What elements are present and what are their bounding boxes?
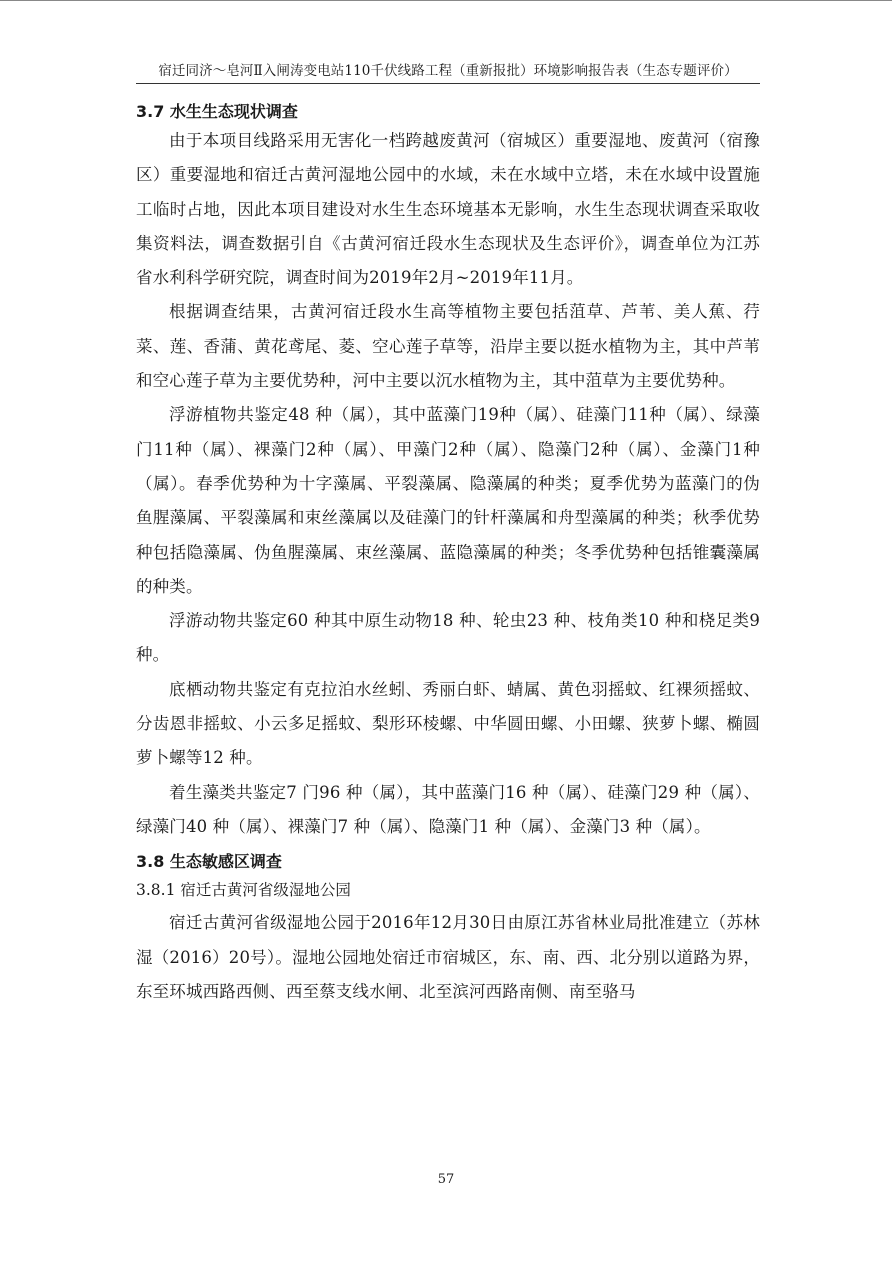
page-number: 57: [437, 1172, 455, 1187]
top-border-line: [0, 0, 892, 1]
section-heading-3-7: 3.7 水生生态现状调查: [136, 102, 298, 121]
paragraph: 由于本项目线路采用无害化一档跨越废黄河（宿城区）重要湿地、废黄河（宿豫区）重要湿地和宿迁古黄河湿地公园中的水域，未在水域中立塔，未在水域中设置施工临时占地，因此本项目建设对水生生态环境基本无影响，水生生态现状调查采取收集资料法，调查数据引自《古黄河宿迁段水生态现状及生态评价》，调查单位为江苏省水利科学研究院，调查时间为2019年2月~2019年11月。: [136, 131, 760, 288]
paragraph: 着生藻类共鉴定7 门96 种（属），其中蓝藻门16 种（属）、硅藻门29 种（属）、绿藻门40 种（属）、裸藻门7 种（属）、隐藻门1 种（属）、金藻门3 种（属）。: [136, 782, 760, 836]
running-header: 宿迁同济～皂河Ⅱ入闸涛变电站110千伏线路工程（重新报批）环境影响报告表（生态专题评价）: [158, 63, 738, 79]
paragraph: 浮游植物共鉴定48 种（属），其中蓝藻门19种（属）、硅藻门11种（属）、绿藻门11种（属）、裸藻门2种（属）、甲藻门2种（属）、隐藻门2种（属）、金藻门1种（属）。春季优势种为十字藻属、平裂藻属、隐藻属的种类；夏季优势为蓝藻门的伪鱼腥藻属、平裂藻属和束丝藻属以及硅藻门的针杆藻属和舟型藻属的种类；秋季优势种包括隐藻属、伪鱼腥藻属、束丝藻属、蓝隐藻属的种类；冬季优势种包括锥囊藻属的种类。: [136, 405, 760, 596]
main-content: [136, 100, 760, 1009]
paragraph: 底栖动物共鉴定有克拉泊水丝蚓、秀丽白虾、蜻属、黄色羽摇蚊、红裸须摇蚊、分齿恩非摇蚊、小云多足摇蚊、梨形环棱螺、中华圆田螺、小田螺、狭萝卜螺、椭圆萝卜螺等12 种。: [136, 679, 760, 768]
paragraph: 浮游动物共鉴定60 种其中原生动物18 种、轮虫23 种、枝角类10 种和桡足类9 种。: [136, 611, 760, 665]
section-heading-3-8: 3.8 生态敏感区调查: [136, 852, 282, 872]
paragraph: 宿迁古黄河省级湿地公园于2016年12月30日由原江苏省林业局批准建立（苏林湿（2016）20号）。湿地公园地处宿迁市宿城区，东、南、西、北分别以道路为界，东至环城西路西侧、西至蔡支线水闸、北至滨河西路南侧、南至骆马: [136, 913, 760, 1001]
paragraph: 根据调查结果，古黄河宿迁段水生高等植物主要包括菹草、芦苇、美人蕉、荇菜、莲、香蒲、黄花鸢尾、菱、空心莲子草等，沿岸主要以挺水植物为主，其中芦苇和空心莲子草为主要优势种，河中主要以沉水植物为主，其中菹草为主要优势种。: [136, 302, 760, 391]
subsection-heading-3-8-1: 3.8.1 宿迁古黄河省级湿地公园: [136, 881, 351, 900]
header-divider: [136, 83, 760, 84]
